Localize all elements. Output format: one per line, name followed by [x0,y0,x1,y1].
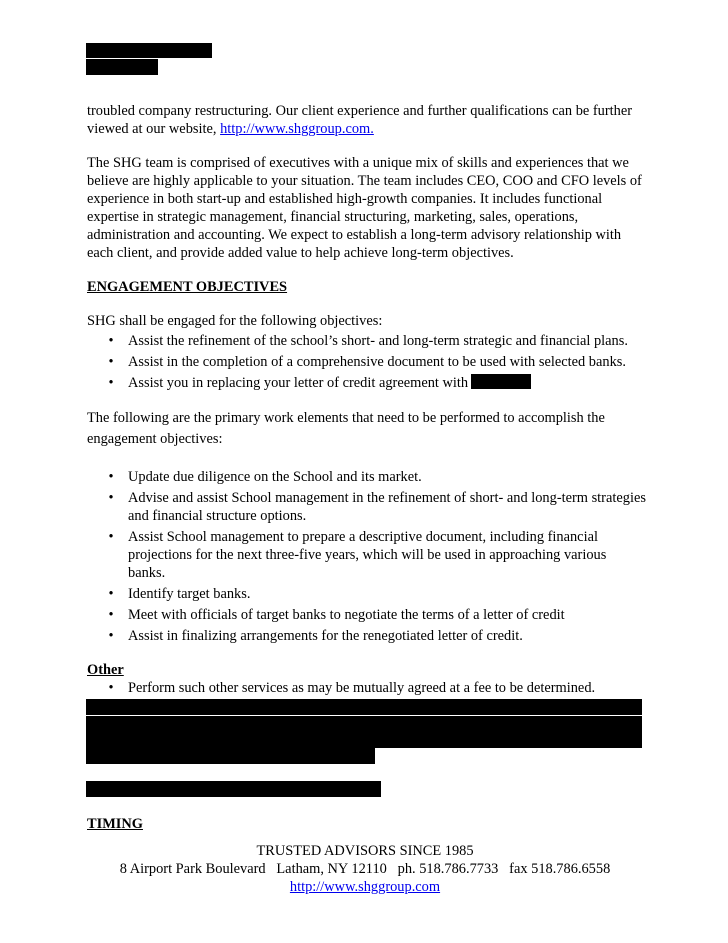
bullet-icon: • [108,469,114,485]
list-item: • Assist in finalizing arrangements for the renegotiated letter of credit. [87,627,647,645]
bullet-icon: • [108,375,114,391]
redacted-paragraph-line-5 [86,781,381,797]
bullet-icon: • [108,607,114,623]
team-paragraph: The SHG team is comprised of executives with a unique mix of skills and experiences that we believe are highly applicable to your situation. The team includes CEO, COO and CFO levels of experience in both start-up and established high-growth companies. It includes functional expertise in strategic management, financial structuring, marketing, sales, operations, administration and accounting. We expect to establish a long-term advisory relationship with each client, and provide added value to help achieve long-term objectives. [87,155,642,261]
bullet-icon: • [108,529,114,545]
footer-website-link[interactable]: http://www.shggroup.com [289,879,441,895]
footer-tagline: TRUSTED ADVISORS SINCE 1985 [256,843,474,859]
list-item: • Assist the refinement of the school’s short- and long-term strategic and financial plans. [87,332,647,350]
engagement-lead: SHG shall be engaged for the following objectives: [87,313,383,329]
list-item: • Assist you in replacing your letter of credit agreement with [87,374,647,392]
work-list [87,468,647,645]
redacted-bank-name [471,374,531,389]
timing-heading: TIMING [87,816,143,832]
bullet-icon: • [108,628,114,644]
letter-body [87,102,647,700]
website-link[interactable]: http://www.shggroup.com. [220,121,374,137]
redacted-paragraph-line-3 [86,732,642,748]
redacted-paragraph-line-2 [86,716,642,732]
list-item: • Update due diligence on the School and its market. [87,468,647,486]
list-item: • Assist in the completion of a comprehensive document to be used with selected banks. [87,353,647,371]
engagement-list [87,332,647,392]
bullet-icon: • [108,490,114,506]
redacted-header-line-1 [86,43,212,58]
bullet-icon: • [108,333,114,349]
other-list [87,679,647,697]
intro-text: troubled company restructuring. Our client experience and further qualifications can be further viewed at our website, [87,103,633,137]
work-lead: The following are the primary work elements that need to be performed to accomplish the engagement objectives: [87,410,605,447]
redacted-header-line-2 [86,59,158,75]
bullet-icon: • [108,354,114,370]
bullet-icon: • [108,680,114,696]
list-item: • Assist School management to prepare a descriptive document, including financial projections for the next three-five years, which will be used in approaching various banks. [87,528,647,582]
list-item: • Advise and assist School management in the refinement of short- and long-term strategies and financial structure options. [87,489,647,525]
bullet-icon: • [108,586,114,602]
list-item: • Perform such other services as may be mutually agreed at a fee to be determined. [87,679,647,697]
footer-address: 8 Airport Park Boulevard Latham, NY 12110 ph. 518.786.7733 fax 518.786.6558 [119,861,611,877]
engagement-objectives-heading: ENGAGEMENT OBJECTIVES [87,279,288,295]
page-footer [87,842,643,896]
intro-paragraph [87,102,647,138]
list-item: • Meet with officials of target banks to negotiate the terms of a letter of credit [87,606,647,624]
list-item: • Identify target banks. [87,585,647,603]
other-heading: Other [87,662,124,678]
redacted-paragraph-line-4 [86,748,375,764]
redacted-paragraph-line-1 [86,699,642,715]
